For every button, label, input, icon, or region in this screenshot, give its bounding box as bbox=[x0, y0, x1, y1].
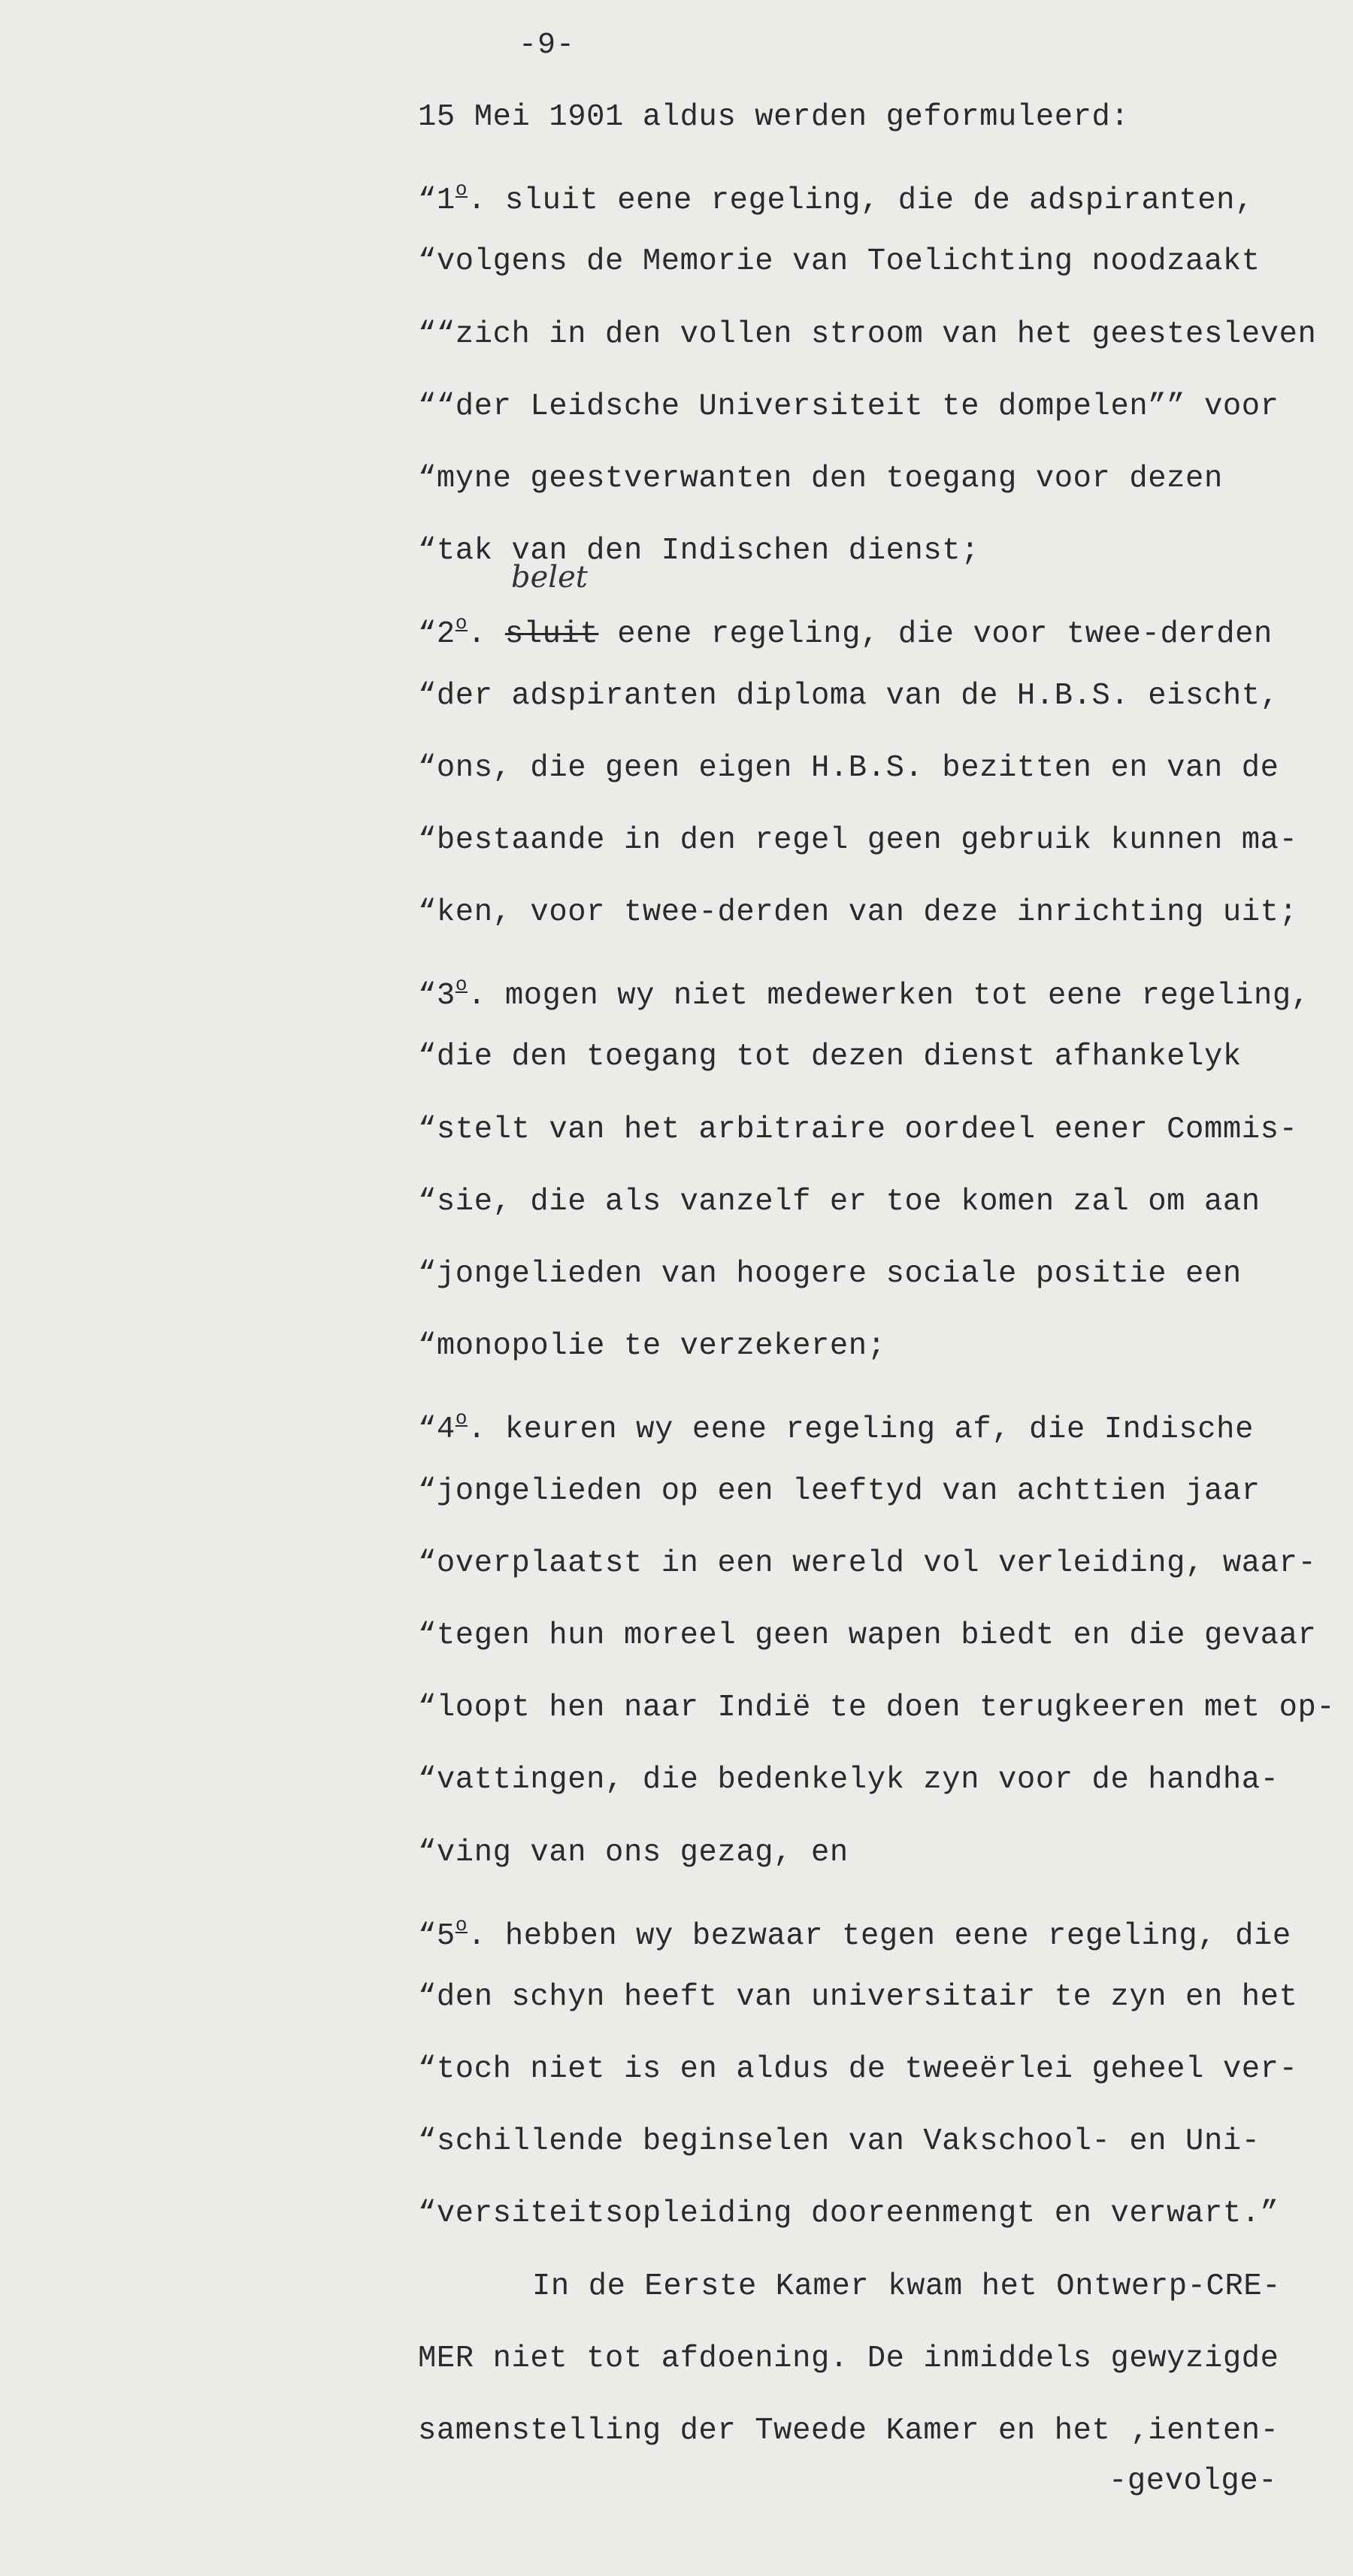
ordinal-superscript: o bbox=[455, 1913, 468, 1936]
line-text: “versiteitsopleiding dooreenmengt en verwart.” bbox=[418, 2196, 1279, 2232]
line-text: MER niet tot afdoening. De inmiddels gewyzigde bbox=[418, 2341, 1279, 2376]
text-line bbox=[418, 2048, 1342, 2120]
item-number: “2 bbox=[418, 617, 456, 652]
text-line bbox=[418, 2338, 1342, 2410]
text-line bbox=[418, 96, 1342, 168]
text-line bbox=[418, 458, 1342, 530]
text-line bbox=[418, 1615, 1342, 1687]
ordinal-superscript: o bbox=[455, 612, 468, 635]
line-text: “toch niet is en aldus de tweeërlei geheel ver- bbox=[418, 2052, 1298, 2087]
line-text: “die den toegang tot dezen dienst afhankelyk bbox=[418, 1040, 1242, 1075]
ordinal-superscript: o bbox=[455, 1407, 468, 1430]
line-text: “ken, voor twee-derden van deze inrichting uit; bbox=[418, 895, 1298, 931]
text-line bbox=[418, 1904, 1342, 1976]
text-line bbox=[418, 1470, 1342, 1542]
text-line bbox=[418, 530, 1342, 602]
line-text: 15 Mei 1901 aldus werden geformuleerd: bbox=[418, 100, 1130, 135]
typed-text-body bbox=[418, 96, 1342, 2482]
text-line bbox=[418, 1687, 1342, 1759]
line-text: “vattingen, die bedenkelyk zyn voor de handha- bbox=[418, 1763, 1279, 1798]
line-text: “bestaande in den regel geen gebruik kunnen ma- bbox=[418, 822, 1298, 858]
text-line bbox=[418, 747, 1342, 819]
item-number: “4 bbox=[418, 1412, 456, 1448]
line-text: “volgens de Memorie van Toelichting noodzaakt bbox=[418, 244, 1261, 280]
text-line bbox=[418, 168, 1342, 241]
line-text: . mogen wy niet medewerken tot eene regeling, bbox=[468, 979, 1310, 1014]
text-line bbox=[418, 1542, 1342, 1615]
text-line bbox=[418, 1397, 1342, 1470]
text-line bbox=[418, 1759, 1342, 1831]
text-line bbox=[418, 313, 1342, 386]
line-text: . sluit eene regeling, die de adspiranten, bbox=[468, 183, 1254, 219]
line-text: eene regeling, die voor twee-derden bbox=[598, 617, 1273, 652]
line-text: “tegen hun moreel geen wapen biedt en die gevaar bbox=[418, 1618, 1317, 1653]
text-line bbox=[418, 602, 1342, 674]
line-text: “den schyn heeft van universitair te zyn en het bbox=[418, 1979, 1298, 2014]
catchword: -gevolge- bbox=[1109, 2464, 1278, 2499]
text-line bbox=[418, 1325, 1342, 1397]
text-line bbox=[418, 2120, 1342, 2193]
text-line bbox=[418, 1253, 1342, 1325]
line-text: ““der Leidsche Universiteit te dompelen”” voor bbox=[418, 389, 1279, 424]
line-text: “tak van den Indischen dienst; bbox=[418, 534, 980, 569]
line-text: “monopolie te verzekeren; bbox=[418, 1329, 886, 1364]
line-text: samenstelling der Tweede Kamer en het ‚ienten- bbox=[418, 2414, 1279, 2448]
line-text: “stelt van het arbitraire oordeel eener Commis- bbox=[418, 1112, 1298, 1147]
ordinal-superscript: o bbox=[455, 178, 468, 201]
line-text: “overplaatst in een wereld vol verleiding, waar- bbox=[418, 1545, 1317, 1581]
item-number: “1 bbox=[418, 183, 456, 219]
line-text: In de Eerste Kamer kwam het Ontwerp-CRE- bbox=[532, 2269, 1282, 2304]
line-text: “ving van ons gezag, en bbox=[418, 1835, 849, 1870]
text-line bbox=[418, 819, 1342, 891]
line-text: ““zich in den vollen stroom van het geestesleven bbox=[418, 316, 1317, 352]
handwritten-correction: belet bbox=[511, 560, 588, 595]
page-number: -9- bbox=[519, 29, 576, 62]
text-line bbox=[418, 1181, 1342, 1253]
line-text: “jongelieden op een leeftyd van achttien jaar bbox=[418, 1473, 1261, 1509]
text-line bbox=[418, 891, 1342, 964]
item-number: “5 bbox=[418, 1918, 456, 1954]
text-line bbox=[418, 1832, 1342, 1904]
text-line bbox=[418, 241, 1342, 313]
line-text: . hebben wy bezwaar tegen eene regeling, die bbox=[468, 1918, 1291, 1954]
line-text: . keuren wy eene regeling af, die Indische bbox=[468, 1412, 1254, 1448]
text-line bbox=[418, 964, 1342, 1036]
text-line bbox=[418, 2193, 1342, 2265]
ordinal-superscript: o bbox=[455, 973, 468, 997]
line-text: “jongelieden van hoogere sociale positie een bbox=[418, 1257, 1242, 1291]
text-line bbox=[418, 1036, 1342, 1108]
item-number: “3 bbox=[418, 979, 456, 1014]
line-text: “myne geestverwanten den toegang voor dezen bbox=[418, 461, 1223, 496]
line-text: “ons, die geen eigen H.B.S. bezitten en van de bbox=[418, 750, 1279, 786]
text-line bbox=[418, 2266, 1342, 2338]
text-line bbox=[418, 675, 1342, 747]
line-text: “der adspiranten diploma van de H.B.S. eischt, bbox=[418, 678, 1279, 713]
line-text: “schillende beginselen van Vakschool- en Uni- bbox=[418, 2124, 1261, 2160]
line-text: “sie, die als vanzelf er toe komen zal om aan bbox=[418, 1184, 1261, 1219]
struck-word: sluit bbox=[504, 617, 599, 652]
line-text: “loopt hen naar Indië te doen terugkeeren met op- bbox=[418, 1691, 1336, 1726]
text-line bbox=[418, 1109, 1342, 1181]
text-segment: . bbox=[468, 617, 505, 652]
text-line bbox=[418, 1976, 1342, 2048]
text-line bbox=[418, 386, 1342, 458]
